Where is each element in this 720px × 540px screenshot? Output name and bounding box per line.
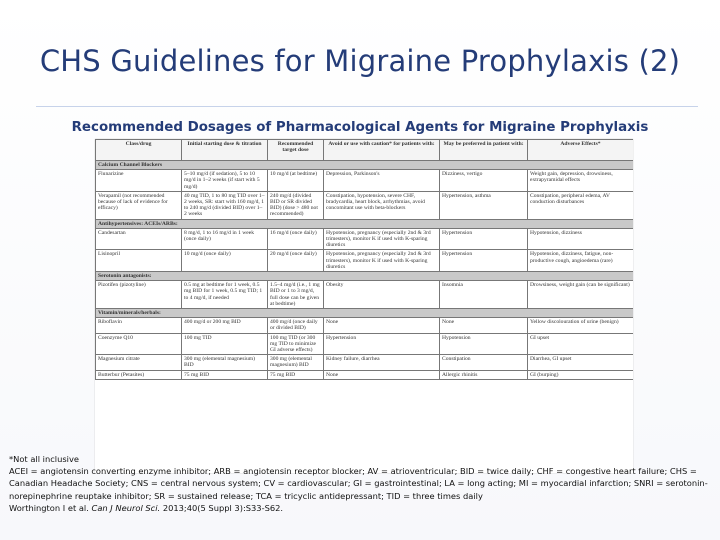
citation	[9, 502, 715, 514]
table-cell: Diarrhea, GI upset	[528, 355, 634, 370]
table-cell: Weight gain, depression, drowsiness, extrapyramidal effects	[528, 170, 634, 192]
table-cell: Hypotension, dizziness	[528, 228, 634, 250]
table-cell: Hypertension, asthma	[440, 191, 528, 219]
section-row	[96, 161, 634, 170]
table-body	[96, 161, 634, 380]
table-cell: 100 mg TID (or 300 mg TID to minimize GI adverse effects)	[268, 333, 324, 355]
table-cell: 75 mg BID	[182, 370, 268, 379]
table-cell: Obesity	[324, 281, 440, 309]
table-cell: Dizziness, vertigo	[440, 170, 528, 192]
table-cell: 400 mg/d or 200 mg BID	[182, 318, 268, 333]
table-cell: None	[324, 370, 440, 379]
table-cell: Yellow discolouration of urine (benign)	[528, 318, 634, 333]
table-row	[96, 170, 634, 192]
table-cell: 5–10 mg/d (if sedation), 5 to 10 mg/d in 1–2 weeks (if start with 5 mg/d)	[182, 170, 268, 192]
section-row	[96, 219, 634, 228]
table-row	[96, 355, 634, 370]
table-cell: Hypertension	[324, 333, 440, 355]
table-cell: 75 mg BID	[268, 370, 324, 379]
table-cell: 300 mg (elemental magnesium) BID	[268, 355, 324, 370]
table-cell: Hypertension	[440, 228, 528, 250]
table-cell: Flunarizine	[96, 170, 182, 192]
table-cell: 240 mg/d (divided BID or SR divided BID) (dose > 480 not recommended)	[268, 191, 324, 219]
citation-details: 2013;40(5 Suppl 3):S33-S62.	[162, 502, 284, 513]
table-cell: Hypotension, pregnancy (especially 2nd & 3rd trimesters), monitor K if used with K-sparing diuretics	[324, 228, 440, 250]
table-cell: Drowsiness, weight gain (can be significant)	[528, 281, 634, 309]
section-label: Serotonin antagonists:	[96, 272, 634, 281]
column-header: Avoid or use with caution* for patients with:	[324, 140, 440, 161]
table-cell: Constipation	[440, 355, 528, 370]
table-cell: Candesartan	[96, 228, 182, 250]
citation-journal: Can J Neurol Sci.	[91, 502, 161, 513]
column-header: May be preferred in patient with:	[440, 140, 528, 161]
table-cell: Allergic rhinitis	[440, 370, 528, 379]
column-header: Initial starting dose & titration	[182, 140, 268, 161]
footnotes	[9, 453, 715, 514]
table-cell: Riboflavin	[96, 318, 182, 333]
table-cell: Hypotension, dizziness, fatigue, non-productive cough, angioedema (rare)	[528, 250, 634, 272]
column-header: Class/drug	[96, 140, 182, 161]
table-cell: 20 mg/d (once daily)	[268, 250, 324, 272]
table-cell: Constipation, hypotension, severe CHF, bradycardia, heart block, arrhythmias, avoid concomitant use with beta-blockers	[324, 191, 440, 219]
table-cell: Constipation, peripheral edema, AV conduction disturbances	[528, 191, 634, 219]
table-cell: Hypotension, pregnancy (especially 2nd & 3rd trimesters), monitor K if used with K-sparing diuretics	[324, 250, 440, 272]
abbreviations-note: ACEI = angiotensin converting enzyme inhibitor; ARB = angiotensin receptor blocker; AV = atrioventricular; BID = twice daily; CHF = congestive heart failure; CHS = Canadian Headache Society; CNS = central nervous system; CV = cardiovascular; GI = gastrointestinal; LA = long acting; MI = myocardial infarction; SNRI = serotonin-norepinephrine reuptake inhibitor; SR = sustained release; TCA = tricyclic antidepressant; TID = three times daily	[9, 466, 708, 501]
table-cell: Coenzyme Q10	[96, 333, 182, 355]
dosage-table	[95, 139, 633, 380]
table-row	[96, 333, 634, 355]
table-cell: None	[440, 318, 528, 333]
section-row	[96, 309, 634, 318]
table-row	[96, 370, 634, 379]
table-cell: Verapamil (not recommended because of lack of evidence for efficacy)	[96, 191, 182, 219]
section-label: Antihypertensives: ACEIs/ARBs:	[96, 219, 634, 228]
table-cell: 1.5–4 mg/d (i.e., 1 mg BID or 1 to 3 mg/d, full dose can be given at bedtime)	[268, 281, 324, 309]
table-cell: Hypertension	[440, 250, 528, 272]
column-header: Recommended target dose	[268, 140, 324, 161]
table-cell: 10 mg/d (once daily)	[182, 250, 268, 272]
table-header-row	[96, 140, 634, 161]
table-cell: GI upset	[528, 333, 634, 355]
section-row	[96, 272, 634, 281]
table-cell: Insomnia	[440, 281, 528, 309]
table-cell: Lisinopril	[96, 250, 182, 272]
table-cell: Butterbur (Petasites)	[96, 370, 182, 379]
column-header: Adverse Effects*	[528, 140, 634, 161]
dosage-table-image	[95, 139, 633, 473]
citation-authors: Worthington I et al.	[9, 502, 89, 513]
table-row	[96, 281, 634, 309]
table-cell: 10 mg/d (at bedtime)	[268, 170, 324, 192]
table-row	[96, 228, 634, 250]
table-cell: 300 mg (elemental magnesium) BID	[182, 355, 268, 370]
table-cell: Magnesium citrate	[96, 355, 182, 370]
table-cell: None	[324, 318, 440, 333]
slide-title: CHS Guidelines for Migraine Prophylaxis (2)	[39, 44, 681, 78]
table-cell: 100 mg TID	[182, 333, 268, 355]
table-subtitle: Recommended Dosages of Pharmacological Agents for Migraine Prophylaxis	[71, 120, 649, 135]
not-all-inclusive-note: *Not all inclusive	[9, 454, 79, 464]
table-row	[96, 191, 634, 219]
table-cell: Hypotension	[440, 333, 528, 355]
table-cell: 40 mg TID, 1 to 80 mg TID over 1–2 weeks, SR: start with 160 mg/d, 1 to 240 mg/d (divided BID) over 1–2 weeks	[182, 191, 268, 219]
table-cell: Kidney failure, diarrhea	[324, 355, 440, 370]
section-label: Calcium Channel Blockers	[96, 161, 634, 170]
table-cell: 400 mg/d (once daily or divided BID)	[268, 318, 324, 333]
title-divider	[36, 106, 698, 107]
table-cell: 16 mg/d (once daily)	[268, 228, 324, 250]
table-row	[96, 318, 634, 333]
table-cell: 0.5 mg at bedtime for 1 week, 0.5 mg BID for 1 week, 0.5 mg TID; 1 to 4 mg/d, if needed	[182, 281, 268, 309]
table-cell: GI (burping)	[528, 370, 634, 379]
section-label: Vitamin/minerals/herbals:	[96, 309, 634, 318]
table-cell: 8 mg/d, 1 to 16 mg/d in 1 week (once daily)	[182, 228, 268, 250]
table-row	[96, 250, 634, 272]
table-cell: Depression, Parkinson's	[324, 170, 440, 192]
table-cell: Pizotifen (pizotyline)	[96, 281, 182, 309]
